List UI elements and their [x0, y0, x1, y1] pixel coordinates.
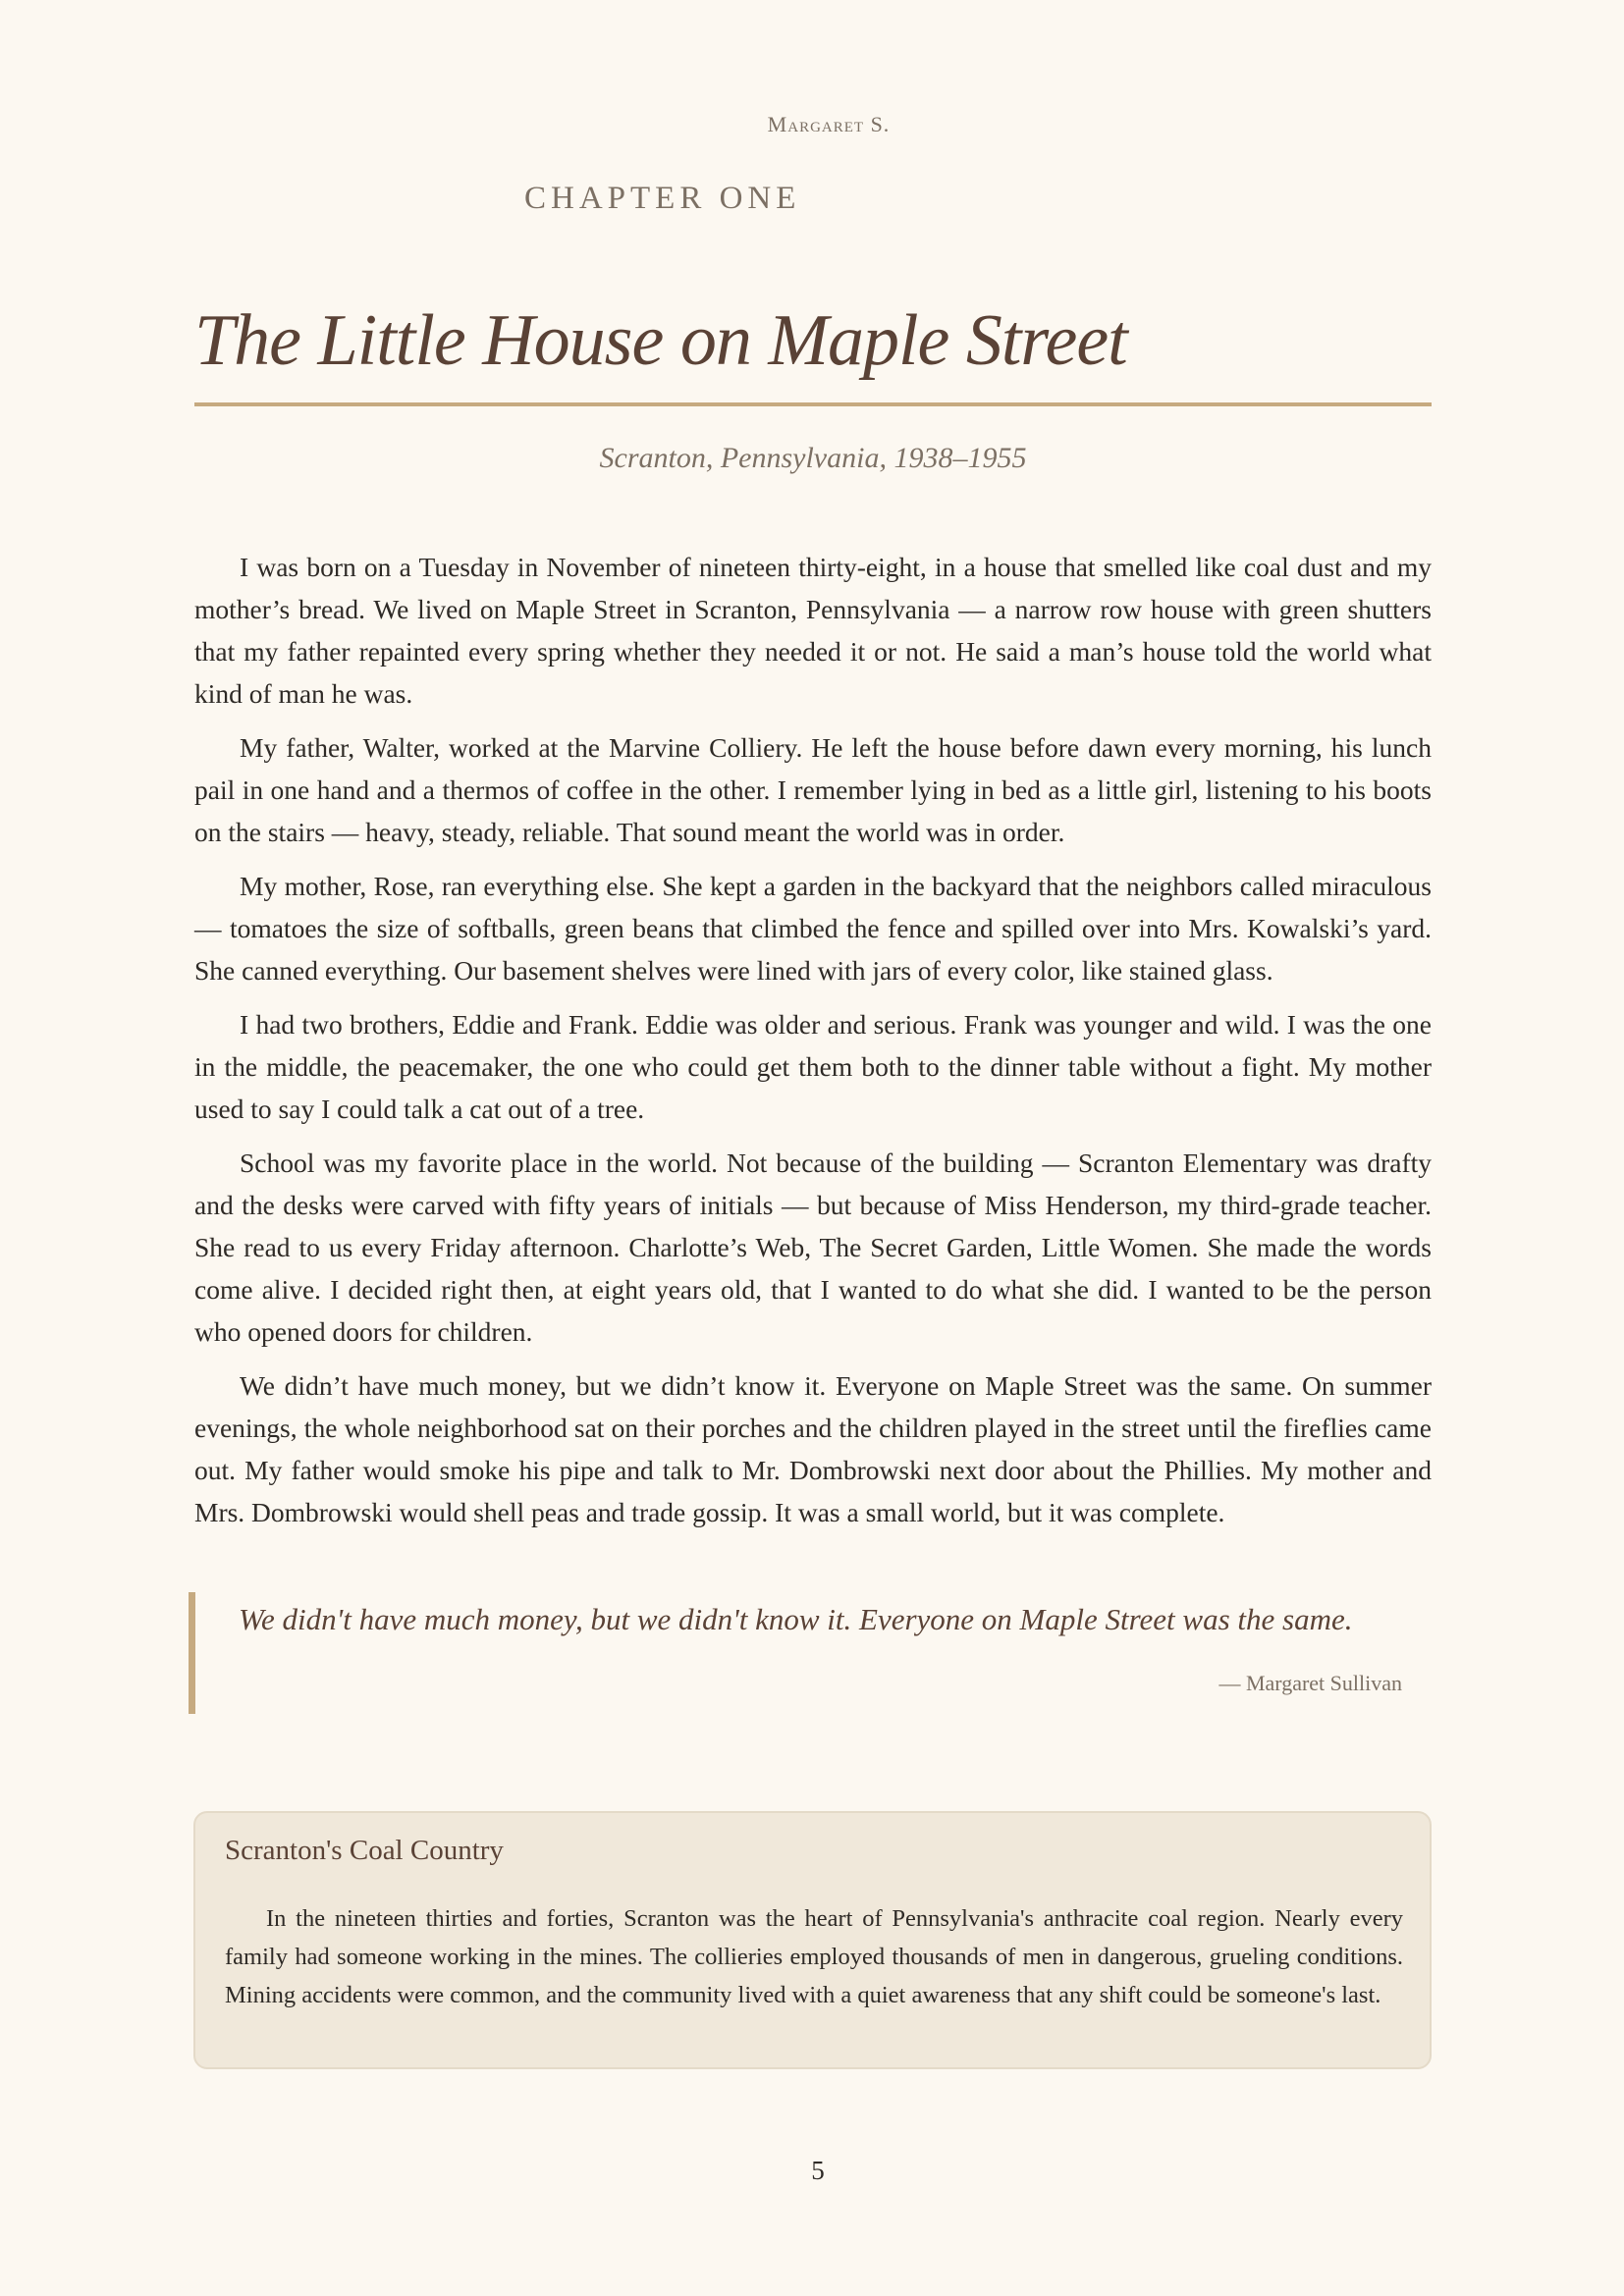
- pull-quote-text: We didn't have much money, but we didn't know it. Everyone on Maple Street was the same.: [239, 1602, 1353, 1636]
- chapter-title: The Little House on Maple Street: [194, 300, 1127, 381]
- paragraph: My father, Walter, worked at the Marvine Colliery. He left the house before dawn every morning, his lunch pail in one hand and a thermos of coffee in the other. I remember lying in bed as a little girl, listening to his boots on the stairs — heavy, steady, reliable. That sound meant the world was in order.: [194, 732, 1432, 847]
- paragraph: My mother, Rose, ran everything else. She kept a garden in the backyard that the neighbors called miraculous — tomatoes the size of softballs, green beans that climbed the fence and spilled over into Mrs. Kowalski’s yard. She canned everything. Our basement shelves were lined with jars of every color, like stained glass.: [194, 871, 1432, 986]
- callout-body: In the nineteen thirties and forties, Scranton was the heart of Pennsylvania's anthracite coal region. Nearly every family had someone working in the mines. The collieries employed thousands of men in dangerous, grueling conditions. Mining accidents were common, and the community lived with a quiet awareness that any shift could be someone's last.: [225, 1905, 1403, 2008]
- running-head-author: Margaret S.: [767, 112, 891, 136]
- callout-title: Scranton's Coal Country: [225, 1835, 504, 1866]
- chapter-label: CHAPTER ONE: [524, 181, 801, 216]
- chapter-subtitle: Scranton, Pennsylvania, 1938–1955: [599, 442, 1027, 474]
- pull-quote: [189, 1592, 1432, 1714]
- paragraph: School was my favorite place in the world. Not because of the building — Scranton Elementary was drafty and the desks were carved with fifty years of initials — but because of Miss Henderson, my third-grade teacher. She read to us every Friday afternoon. Charlotte’s Web, The Secret Garden, Little Women. She made the words come alive. I decided right then, at eight years old, that I wanted to do what she did. I wanted to be the person who opened doors for children.: [194, 1148, 1432, 1347]
- paragraph: I was born on a Tuesday in November of nineteen thirty-eight, in a house that smelled like coal dust and my mother’s bread. We lived on Maple Street in Scranton, Pennsylvania — a narrow row house with green shutters that my father repainted every spring whether they needed it or not. He said a man’s house told the world what kind of man he was.: [194, 552, 1432, 709]
- paragraph: We didn’t have much money, but we didn’t know it. Everyone on Maple Street was the same. On summer evenings, the whole neighborhood sat on their porches and the children played in the street until the fireflies came out. My father would smoke his pipe and talk to Mr. Dombrowski next door about the Phillies. My mother and Mrs. Dombrowski would shell peas and trade gossip. It was a small world, but it was complete.: [194, 1370, 1432, 1527]
- sidebar-callout-box: [193, 1811, 1432, 2069]
- page-number: 5: [811, 2156, 825, 2185]
- chapter-body: [194, 546, 1432, 1545]
- pull-quote-attribution: — Margaret Sullivan: [1218, 1671, 1402, 1695]
- paragraph: I had two brothers, Eddie and Frank. Eddie was older and serious. Frank was younger and wild. I was the one in the middle, the peacemaker, the one who could get them both to the dinner table without a fight. My mother used to say I could talk a cat out of a tree.: [194, 1009, 1432, 1124]
- title-divider: [194, 402, 1432, 406]
